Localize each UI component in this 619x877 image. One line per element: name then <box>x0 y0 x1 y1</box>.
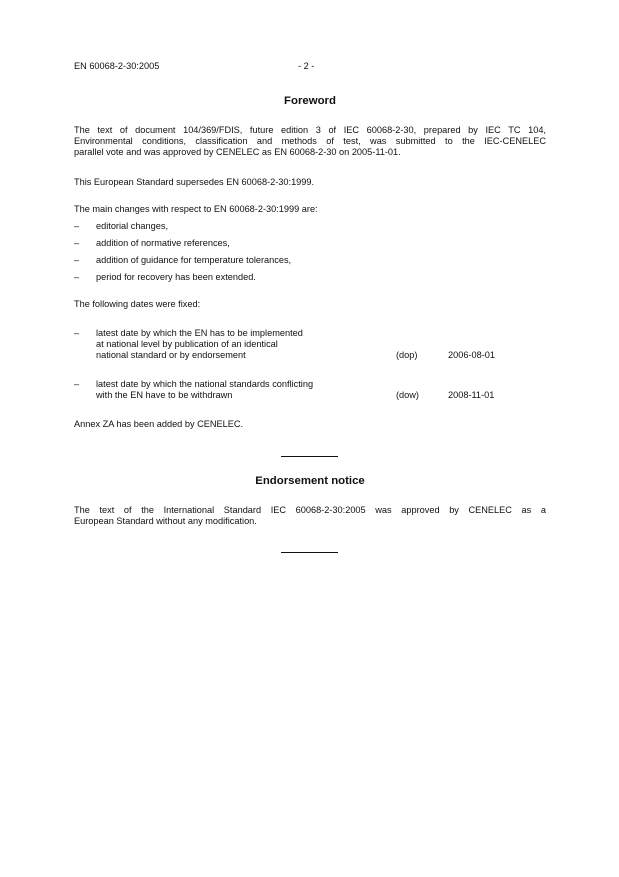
date-code: (dop) <box>396 350 418 360</box>
section-divider <box>281 456 338 457</box>
dash-bullet-icon: – <box>74 328 80 338</box>
document-reference: EN 60068-2-30:2005 <box>74 61 160 71</box>
foreword-intro <box>74 125 546 158</box>
supersedes-statement: This European Standard supersedes EN 60068-2-30:1999. <box>74 177 315 187</box>
date-item-description-line: latest date by which the EN has to be implemented <box>96 328 303 338</box>
section-divider <box>281 552 338 553</box>
date-item-description-line: at national level by publication of an identical <box>96 339 278 349</box>
date-value: 2008-11-01 <box>448 390 495 400</box>
change-item-text: period for recovery has been extended. <box>96 272 256 282</box>
annex-note: Annex ZA has been added by CENELEC. <box>74 419 244 429</box>
date-item-description-line: latest date by which the national standards conflicting <box>96 379 314 389</box>
date-item-description-line: national standard or by endorsement <box>96 350 246 360</box>
date-value: 2006-08-01 <box>448 350 495 360</box>
endorsement-text-line-2: European Standard without any modification. <box>74 516 257 526</box>
foreword-intro-line-1: The text of document 104/369/FDIS, future edition 3 of IEC 60068-2-30, prepared by IEC TC 104, <box>74 125 546 135</box>
changes-intro: The main changes with respect to EN 60068-2-30:1999 are: <box>74 204 318 214</box>
change-item-text: addition of guidance for temperature tolerances, <box>96 255 292 265</box>
foreword-title: Foreword <box>284 95 336 107</box>
dash-bullet-icon: – <box>74 379 80 389</box>
change-item-text: addition of normative references, <box>96 238 230 248</box>
foreword-intro-line-3: parallel vote and was approved by CENELEC as EN 60068-2-30 on 2005-11-01. <box>74 147 401 157</box>
change-item-text: editorial changes, <box>96 221 169 231</box>
foreword-intro-line-2: Environmental conditions, classification and methods of test, was submitted to the IEC-CENELEC <box>74 136 546 146</box>
endorsement-text <box>74 505 546 527</box>
page-number: - 2 - <box>298 61 315 71</box>
endorsement-text-line-1: The text of the International Standard IEC 60068-2-30:2005 was approved by CENELEC as a <box>74 505 546 515</box>
date-item-description <box>96 379 313 401</box>
dash-bullet-icon: – <box>74 238 80 248</box>
dates-intro: The following dates were fixed: <box>74 299 201 309</box>
date-code: (dow) <box>396 390 419 400</box>
dash-bullet-icon: – <box>74 272 80 282</box>
endorsement-title: Endorsement notice <box>255 475 365 487</box>
date-item-description <box>96 328 303 361</box>
dash-bullet-icon: – <box>74 255 80 265</box>
dash-bullet-icon: – <box>74 221 80 231</box>
date-item-description-line: with the EN have to be withdrawn <box>96 390 233 400</box>
